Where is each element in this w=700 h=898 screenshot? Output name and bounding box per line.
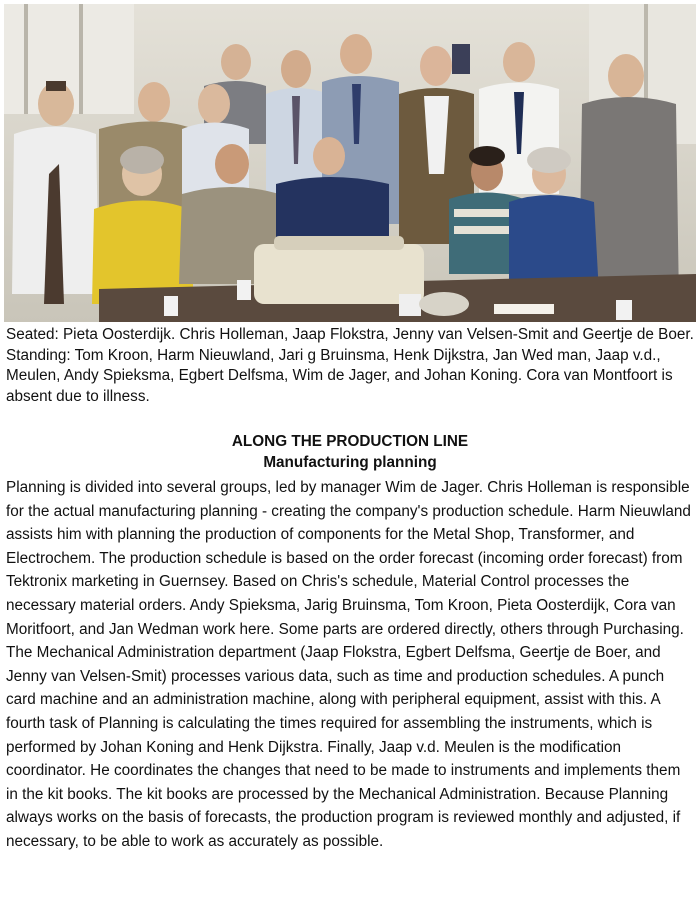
- article-heading: ALONG THE PRODUCTION LINE: [231, 433, 469, 450]
- group-photo-illustration: [4, 4, 696, 322]
- photo-caption: Seated: Pieta Oosterdijk. Chris Holleman, Jaap Flokstra, Jenny van Velsen-Smit and Geertje de Boer. Standing: Tom Kroon, Harm Nieuwland, Jari g Bruinsma, Henk Dijkstra, Jan Wed man, Jaap v.d., Meulen, Andy Spieksma, Egbert Delfsma, Wim de Jager, and Johan Koning. Cora van Montfoort is absent due to illness.: [6, 326, 694, 405]
- article-subheading: Manufacturing planning: [263, 454, 437, 471]
- group-photo: [4, 4, 696, 322]
- article-body: Planning is divided into several groups, led by manager Wim de Jager. Chris Holleman is responsible for the actual manufacturing planning - creating the company's production schedule. Harm Nieuwland assists him with planning the production of components for the Metal Shop, Transformer, and Electrochem. The production schedule is based on the order forecast (incoming order forecast) from Tektronix marketing in Guernsey. Based on Chris's schedule, Material Control processes the necessary material orders. Andy Spieksma, Jarig Bruinsma, Tom Kroon, Pieta Oosterdijk, Cora van Moritfoort, and Jan Wedman work here. Some parts are ordered directly, others through Purchasing. The Mechanical Administration department (Jaap Flokstra, Egbert Delfsma, Geertje de Boer, and Jenny van Velsen-Smit) processes various data, such as time and production schedules. A punch card machine and an administration machine, along with peripheral equipment, assist with this. A fourth task of Planning is calculating the times required for assembling the instruments, which is performed by Johan Koning and Henk Dijkstra. Finally, Jaap v.d. Meulen is the modification coordinator. He coordinates the changes that need to be made to instruments and implements them in the kit books. The kit books are processed by the Mechanical Administration. Because Planning always works on the basis of forecasts, the production program is reviewed monthly and adjusted, if necessary, to be able to work as accurately as possible.: [6, 479, 691, 850]
